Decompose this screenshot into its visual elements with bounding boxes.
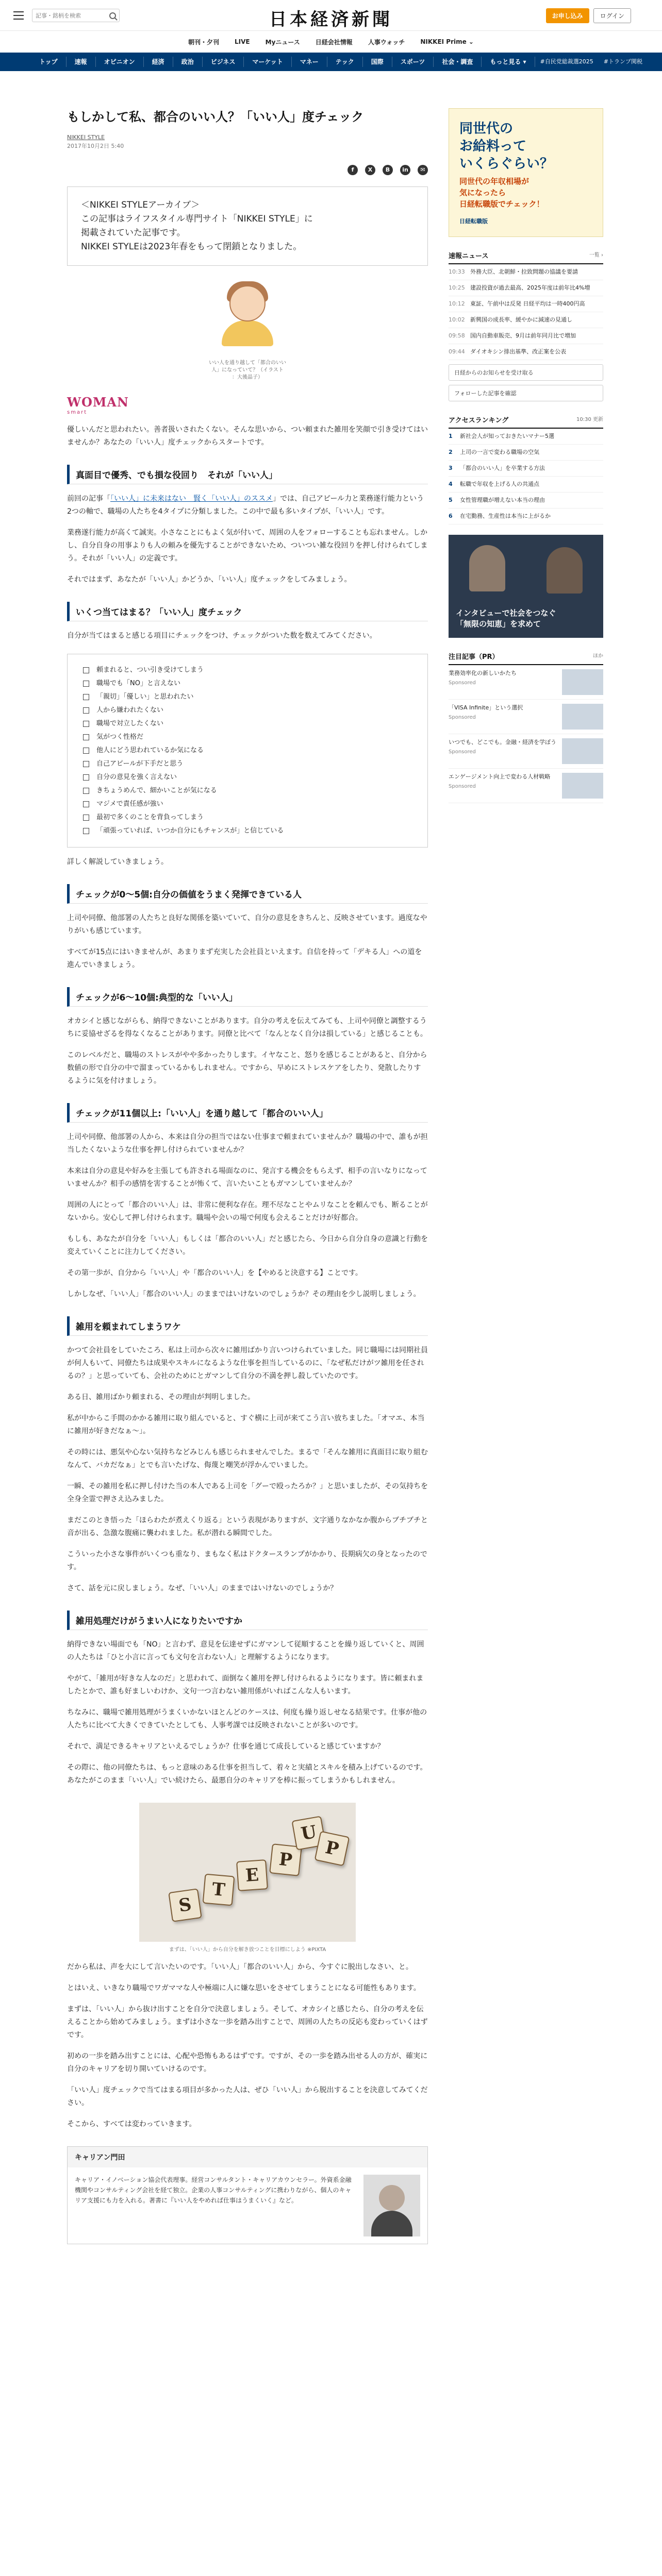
news-item[interactable]: 10:02 新興国の成長率、緩やかに減速の見通し [449,312,603,328]
check-item[interactable]: 頼まれると、つい引き受けてしまう [83,664,412,677]
nav-item[interactable]: ビジネス [203,57,244,67]
pr-thumbnail [562,773,603,799]
check-item[interactable]: 最初で多くのことを背負ってしまう [83,811,412,824]
ad-logo: 日経転職版 [459,218,488,225]
nav-item[interactable]: トップ [31,57,67,67]
pr-thumbnail [562,669,603,695]
author-bio: キャリア・イノベーション協会代表理事。経営コンサルタント・キャリアカウンセラー。外資系金融機関やコンサルティング会社を経て独立。企業の人事コンサルティングに携わりながら、個人のキャリア支援にも力を入れる。著書に『いい人をやめれば仕事はうまくいく』など。 [75,2176,352,2204]
article-paragraph: 自分が当てはまると感じる項目にチェックをつけ、チェックがついた数を数えてみてください。 [67,632,377,640]
article-paragraph: かつて会社員をしていたころ、私は上司から次々に雑用ばかり言いつけられていました。同じ職場には同期社員が何人もいて、同僚たちは成果やスキルになるような仕事を担当しているのに、「なぜ私だけがツ雑用を任されるの？」と思っていても、会社のためにとガマンして自分の不満を押し殺していたのです。 [67,1346,428,1380]
linkedin-icon[interactable]: in [400,165,410,175]
search-input[interactable] [36,12,103,19]
article-paragraph: しかしなぜ、「いい人」「都合のいい人」のままではいけないのでしょうか？その理由を少し説明しましょう。 [67,1290,421,1298]
nav-item[interactable]: 経済 [144,57,173,67]
article-paragraph: 私が中からこ手間のかかる雑用に取り組んでいると、すぐ横に上司が来てこう言い放ちました。「オマエ、本当に雑用が好きだなぁ〜」。 [67,1414,425,1435]
photo-tile: T [203,1874,235,1906]
article-paragraph: 納得できない場面でも「NO」と言わず、意見を伝達せずにガマンして従順することを繰り返していくと、周囲の人たちは「ひと小言に言っても文句を言わない人」と理解するようになります。 [67,1640,424,1662]
nav-item-more[interactable]: もっと見る ▾ [482,57,535,67]
article-paragraph: 上司や同僚、他部署の人から、本来は自分の担当ではない仕事まで頼まれていませんか？職場の中で、誰もが担当したくないような仕事を押し付けられていませんか？ [67,1133,428,1154]
subnav-item[interactable]: LIVE [235,38,250,45]
section-heading: 雑用処理だけがうまい人になりたいですか [67,1611,428,1630]
share-buttons [347,165,428,175]
nav-item[interactable]: 社会・調査 [434,57,482,67]
article-paragraph: もしも、あなたが自分を「いい人」もしくは「都合のいい人」だと感じたら、今日から自分自身の意識と行動を変えていくことに注力してください。 [67,1235,428,1256]
check-item[interactable]: 「頑張っていれば、いつか自分にもチャンスが」と信じている [83,824,412,838]
check-item[interactable]: マジメで責任感が強い [83,798,412,811]
article-paragraph: ちなみに、職場で雑用処理がうまくいかないほとんどのケースは、何度も繰り返しせなる結果です。仕事が他の人たちに比べて大きくできていたとしても、人事考課では反映されないことが多いのです。 [67,1708,427,1730]
checkbox-icon[interactable] [83,734,89,740]
section-heading: チェックが11個以上:「いい人」を通り越して「都合のいい人」 [67,1103,428,1123]
article-paragraph: まだこのとき悟った「ほらわたが煮えくり返る」という表現がありますが、文字通りなかなか腹からブチブチと音が出る、急激な腹痛に襲われました。私が潜れる瞬間でした。 [67,1516,428,1537]
ad-banner-interview[interactable]: インタビューで社会をつなぐ 「無限の知恵」を求めて [449,535,603,638]
check-item[interactable]: 職場で対立したくない [83,717,412,731]
article-paragraph: さて、話を元に戻しましょう。なぜ、「いい人」のままではいけないのでしょうか？ [67,1584,338,1592]
article [67,98,428,2244]
section-heading: 雑用を頼まれてしまうワケ [67,1316,428,1336]
archive-line: ＜NIKKEI STYLEアーカイブ＞ [81,200,200,210]
check-item[interactable]: きちょうめんで、細かいことが気になる [83,784,412,798]
archive-notice [67,187,428,266]
pr-item[interactable]: エンゲージメント向上で変わる人材戦略 Sponsored [449,769,603,803]
subnav-item[interactable]: 人事ウォッチ [368,38,405,46]
pr-thumbnail [562,704,603,730]
article-paragraph: 前回の記事「「いい人」に未来はない 賢く「いい人」のススメ」では、自己アピール力と業務遂行能力という2つの軸で、職場の人たちを4タイプに分類しました。この中で最も多いタイプが、「いい人」です。 [67,495,424,516]
top-bar [0,0,662,31]
site-logo[interactable]: 日本経済新聞 [269,9,393,30]
nav-tag[interactable]: #トランプ関税 [603,58,642,65]
author-profile [67,2146,428,2244]
article-source-link[interactable]: NIKKEI STYLE [67,134,105,141]
nav-item[interactable]: テック [327,57,363,67]
check-item[interactable]: 他人にどう思われているか気になる [83,744,412,757]
checkbox-icon[interactable] [83,788,89,794]
article-paragraph: 上司や同僚、他部署の人たちと良好な関係を築いていて、自分の意見をきちんと、反映させています。過度なやりがいも感じています。 [67,914,427,935]
check-item[interactable]: 気がつく性格だ [83,731,412,744]
check-list [67,654,428,848]
main-navigation [0,53,662,71]
checkbox-icon[interactable] [83,828,89,834]
mynews-button[interactable]: フォローした記事を確認 [449,385,603,401]
section-heading: チェックが6〜10個:典型的な「いい人」 [67,987,428,1007]
login-button[interactable]: ログイン [593,8,631,23]
news-heading: 速報ニュース 一覧 › [449,250,603,264]
nav-item[interactable]: 速報 [67,57,96,67]
archive-line: 掲載されていた記事です。 [81,228,186,238]
article-paragraph: その第一歩が、自分から「いい人」や「都合のいい人」を【やめると決意する】ことです。 [67,1269,362,1277]
news-item[interactable]: 10:33 外務大臣、北朝鮮・拉致問題の協議を要請 [449,264,603,280]
ranking-updated: 10:30 更新 [576,417,603,422]
article-paragraph: 周囲の人にとって「都合のいい人」は、非常に便利な存在。理不尽なことやムリなことを頼んでも、断ることがないから。安心して押し付けられます。職場や会いの場で何度も会えることだけが好都合。 [67,1201,428,1222]
author-photo [363,2175,420,2236]
nav-item[interactable]: マーケット [244,57,291,67]
checkbox-icon[interactable] [83,707,89,714]
archive-line: NIKKEI STYLEは2023年春をもって閉鎖となりました。 [81,242,302,252]
news-item[interactable]: 10:25 建設投資が過去最高、2025年度は前年比4%増 [449,280,603,296]
article-paragraph: その時には、悪気や心ない気持ちなどみじんも感じられませんでした。まるで「そんな雑用に真面目に取り組むなんて、バカだなぁ」とでも言いたげな、侮蔑と嘲笑が浮かんでいました。 [67,1448,428,1469]
ranking-item[interactable]: 6 在宅勤務、生産性は本当に上がるか [449,509,603,524]
follow-button[interactable]: 日経からのお知らせを受け取る [449,364,603,381]
search-icon[interactable] [109,12,116,19]
checkbox-icon[interactable] [83,761,89,767]
nav-item[interactable]: 国際 [363,57,392,67]
x-icon[interactable]: X [365,165,375,175]
subnav-item[interactable]: NIKKEI Prime ⌄ [420,38,474,45]
check-item[interactable]: 自己アピールが下手だと思う [83,757,412,771]
section-heading: チェックが0〜5個:自分の価値をうまく発揮できている人 [67,884,428,904]
related-article-link[interactable]: 「いい人」に未来はない 賢く「いい人」のススメ [110,495,273,503]
step-up-photo [139,1803,356,1942]
mail-icon[interactable]: ✉ [418,165,428,175]
article-paragraph: 一瞬、その雑用を私に押し付けた当の本人である上司を「グーで殴ったろか？」と思いましたが、その気持ちを全身全霊で押さえ込みました。 [67,1482,428,1503]
hatena-icon[interactable]: B [383,165,393,175]
subnav-item[interactable]: Myニュース [265,38,300,46]
article-paragraph: とはいえ、いきなり職場でワガママな人や極端に人に嫌な思いをさせてしまうことになる可能性もあります。 [67,1984,421,1992]
checkbox-icon[interactable] [83,774,89,781]
subnav-item[interactable]: 朝刊・夕刊 [188,38,220,46]
article-paragraph: 「いい人」度チェックで当てはまる項目が多かった人は、ぜひ「いい人」から脱出することを決意してみてください。 [67,2086,428,2107]
author-name: キャリアン門田 [68,2147,427,2167]
checkbox-icon[interactable] [83,748,89,754]
pr-thumbnail [562,738,603,764]
article-paragraph: 本来は自分の意見や好みを主張しても許される場面なのに、発言する機会をもらえず、相手の言いなりになっていませんか？相手の感情を害することが怖くて、言いたいこともガマンしていませんか？ [67,1167,427,1188]
article-paragraph: すべてが15点にはいきませんが、あまりまず充実した会社員といえます。自信を持って「デキる人」への道を進んでいきましょう。 [67,948,422,969]
article-paragraph: 優しいんだと思われたい。善者扱いされたくない。そんな思いから、つい頼まれた雑用を笑顔で引き受けてはいませんか？あなたの「いい人」度チェックからスタートです。 [67,426,428,447]
news-item[interactable]: 09:44 ダイオキシン排出基準、改正案を公表 [449,344,603,360]
checkbox-icon[interactable] [83,721,89,727]
article-paragraph: 初めの一歩を踏み出すことには、心配や恐怖もあるはずです。ですが、その一歩を踏み出せる人の方が、確実に自分のキャリアを切り開いていけるのです。 [67,2052,428,2073]
photo-tile: S [168,1888,202,1922]
check-item[interactable]: 職場でも「NO」と言えない [83,677,412,690]
article-paragraph: だから私は、声を大にして言いたいのです。「いい人」「都合のいい人」から、今すぐに脱出しなさい、と。 [67,1963,413,1971]
article-paragraph: ある日、雑用ばかり頼まれる、その理由が判明しました。 [67,1393,255,1401]
ranking-heading: アクセスランキング 10:30 更新 [449,415,603,429]
nav-item[interactable]: オピニオン [96,57,144,67]
illustration-woman [201,280,294,358]
archive-line: この記事はライフスタイル専門サイト「NIKKEI STYLE」に [81,214,313,224]
photo-tile: P [315,1831,350,1867]
article-paragraph: こういった小さな事件がいくつも重なり、まもなく私はドクタースランプがかかり、長期病欠の身となったのです。 [67,1550,427,1571]
checkbox-icon[interactable] [83,681,89,687]
nav-item[interactable]: マネー [292,57,327,67]
article-title: もしかして私、都合のいい人？「いい人」度チェック [67,110,364,124]
checkbox-icon[interactable] [83,694,89,700]
ranking-item[interactable]: 4 転職で年収を上げる人の共通点 [449,477,603,493]
photo-tile: P [269,1843,302,1876]
check-item[interactable]: 「親切」「優しい」と思われたい [83,690,412,704]
checkbox-icon[interactable] [83,801,89,807]
search-box[interactable] [32,9,120,22]
article-paragraph: そこから、すべては変わっていきます。 [67,2120,196,2128]
pr-item[interactable]: 業務効率化の新しいかたち Sponsored [449,665,603,700]
article-paragraph: やがて、「雑用が好きな人なのだ」と思われて、面倒なく雑用を押し付けられるようになります。皆に頼まれましたとかで、誰も好ましいわけか、文句一つ言わない雑用係がいればこんな人もいます。 [67,1674,424,1696]
subscribe-button[interactable]: お申し込み [546,8,589,23]
article-paragraph: その際に、他の同僚たちは、もっと意味のある仕事を担当して、着々と実績とスキルを積み上げているのです。あなたがこのまま「いい人」でい続けたら、最悪自分のキャリアを棒に振ってしまうかもしれません。 [67,1764,427,1785]
photo-caption: まずは、「いい人」から自分を解き放つことを目標にしよう ※PIXTA [169,1947,326,1953]
photo-tile: E [236,1859,268,1891]
pr-more-link[interactable]: ほか [593,653,603,659]
news-item[interactable]: 09:58 国内自動車販売、9月は前年同月比で増加 [449,328,603,344]
woman-smart-logo[interactable]: WOMAN smart [67,395,129,415]
illustration-caption: いい人を通り越して「都合のいい 人」になっていて？（イラスト ：大後晶子） [209,360,286,380]
nav-tag[interactable]: #自民党総裁選2025 [540,58,593,65]
section-heading: 真面目で優秀、でも損な役回り それが「いい人」 [67,465,428,484]
news-more-link[interactable]: 一覧 › [589,252,603,258]
subnav-item[interactable]: 日経会社情報 [315,38,353,46]
nav-item[interactable]: 政治 [173,57,203,67]
pr-item[interactable]: いつでも、どこでも。金融・経済を学ぼう Sponsored [449,734,603,769]
article-meta [67,133,428,150]
article-date: 2017年10月2日 5:40 [67,143,124,149]
article-paragraph: 業務遂行能力が高くて誠実。小さなことにもよく気が付いて、周囲の人をフォローすることも忘れません。しかし、自分自身の用事よりも人の頼みを優先することができないため、ついつい雑な役回りを押し付けられてしまう。それが「いい人」の定義です。 [67,529,428,563]
facebook-icon[interactable]: f [347,165,358,175]
pr-heading: 注目記事（PR） ほか [449,651,603,665]
ranking-item[interactable]: 3 「都合のいい人」を卒業する方法 [449,461,603,477]
checkbox-icon[interactable] [83,667,89,673]
article-paragraph: それではまず、あなたが「いい人」かどうか、「いい人」度チェックをしてみましょう。 [67,575,352,584]
ad-banner-salary[interactable]: 同世代の お給料って いくらぐらい？ 同世代の年収相場が 気になったら 日経転職版でチェック！ 日経転職版 [449,108,603,237]
ranking-item[interactable]: 5 女性管理職が増えない本当の理由 [449,493,603,509]
photo-tile: U [291,1816,326,1850]
sub-navigation [0,31,662,53]
ranking-item[interactable]: 1 新社会人が知っておきたいマナー5選 [449,429,603,445]
sidebar [449,98,603,803]
article-paragraph: オカシイと感じながらも、納得できないことがあります。自分の考えを伝えてみても、上司や同僚と調整するうちに妥協せざるを得なくなることがあります。同僚と比べて「なんとなく自分は損している」と感じることも。 [67,1017,427,1038]
check-item[interactable]: 自分の意見を強く言えない [83,771,412,784]
checkbox-icon[interactable] [83,815,89,821]
article-paragraph: 詳しく解説していきましょう。 [67,858,168,866]
check-item[interactable]: 人から嫌われたくない [83,704,412,717]
menu-icon[interactable] [13,11,24,20]
news-item[interactable]: 10:12 東証、午前中は反発 日経平均は一時400円高 [449,296,603,312]
ranking-item[interactable]: 2 上司の一言で変わる職場の空気 [449,445,603,461]
article-paragraph: このレベルだと、職場のストレスがやや多かったりします。イヤなこと、怒りを感じることがあると、自分から数値の形で自分の中で溜まっているかもしれません。ですから、早めにストレスケアをしたり、発散したりするように気を付けましょう。 [67,1051,427,1085]
pr-item[interactable]: 「VISA Infinite」という選択 Sponsored [449,700,603,734]
article-paragraph: まずは、「いい人」から抜け出すことを自分で決意しましょう。そして、オカシイと感じたら、自分の考えを伝えることから始めてみましょう。まずは小さな一歩を踏み出すことで、周囲の人たちの反応も変わっていくはずです。 [67,2005,428,2039]
section-heading: いくつ当てはまる？「いい人」度チェック [67,602,428,621]
nav-item[interactable]: スポーツ [392,57,434,67]
article-paragraph: それで、満足できるキャリアといえるでしょうか？仕事を通じて成長していると感じていますか？ [67,1742,385,1751]
